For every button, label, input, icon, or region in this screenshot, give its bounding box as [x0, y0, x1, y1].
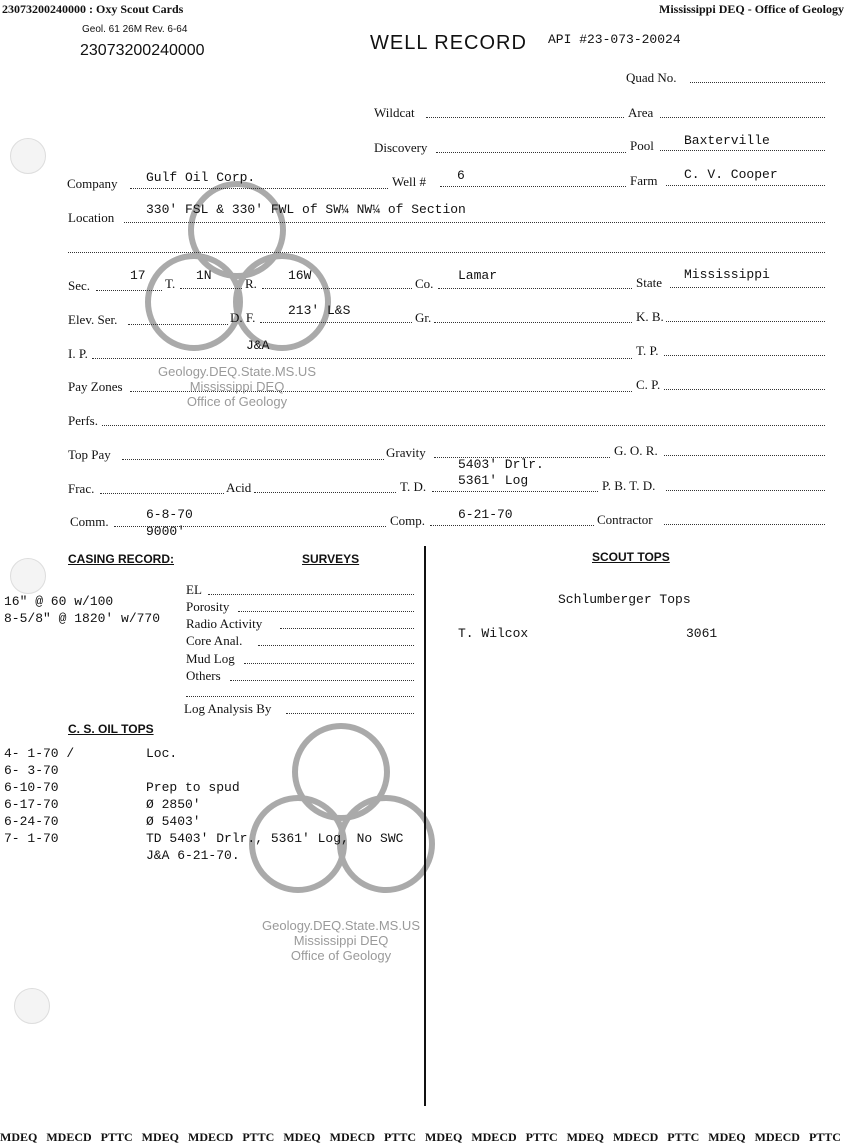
td-drlr-value: 5403' Drlr.	[458, 457, 544, 472]
t-label: T.	[165, 276, 176, 291]
form-id: Geol. 61 26M Rev. 6-64	[82, 24, 188, 35]
comp-value: 6-21-70	[458, 507, 513, 522]
frac-line	[100, 493, 224, 494]
scout-tops-subtitle: Schlumberger Tops	[558, 592, 691, 607]
watermark-line: Geology.DEQ.State.MS.US	[158, 364, 316, 379]
td-log-value: 5361' Log	[458, 473, 529, 488]
survey-item: Core Anal.	[186, 633, 243, 648]
oil-tops-date: 7- 1-70	[4, 831, 59, 846]
cp-label: C. P.	[636, 377, 661, 392]
company-value: Gulf Oil Corp.	[146, 170, 256, 185]
discovery-label: Discovery	[374, 140, 428, 155]
perfs-line	[102, 425, 825, 426]
survey-line	[244, 663, 414, 664]
scout-tops-title: SCOUT TOPS	[592, 550, 670, 564]
oil-tops-date: 6-10-70	[4, 780, 59, 795]
quad-no-label: Quad No.	[626, 70, 677, 85]
elev-ser-line	[128, 324, 228, 325]
kb-line	[666, 321, 825, 322]
pbtd-label: P. B. T. D.	[602, 478, 656, 493]
td-line	[432, 491, 598, 492]
watermark-line: Geology.DEQ.State.MS.US	[262, 918, 420, 933]
farm-label: Farm	[630, 173, 658, 188]
header-left: 23073200240000 : Oxy Scout Cards	[2, 2, 184, 16]
watermark-line: Mississippi DEQ	[293, 933, 389, 948]
co-value: Lamar	[458, 268, 498, 283]
punch-hole	[14, 988, 50, 1024]
gr-label: Gr.	[415, 310, 432, 325]
log-analysis-label: Log Analysis By	[184, 701, 272, 716]
oil-tops-note: Loc.	[146, 746, 178, 761]
oil-tops-note: TD 5403' Drlr., 5361' Log, No SWC	[146, 831, 404, 846]
scout-tops-formation: T. Wilcox	[458, 626, 529, 641]
company-line	[130, 188, 388, 189]
watermark-line: Office of Geology	[290, 948, 392, 963]
farm-value: C. V. Cooper	[684, 167, 778, 182]
ip-value: J&A	[246, 338, 270, 353]
log-analysis-line	[286, 713, 414, 714]
punch-hole	[10, 138, 46, 174]
acid-label: Acid	[226, 480, 252, 495]
scout-tops-depth: 3061	[686, 626, 718, 641]
td-label: T. D.	[400, 479, 427, 494]
comp-label: Comp.	[390, 513, 426, 528]
well-no-line	[440, 186, 626, 187]
perfs-label: Perfs.	[68, 413, 98, 428]
survey-line	[186, 696, 414, 697]
state-label: State	[636, 275, 662, 290]
header-right: Mississippi DEQ - Office of Geology	[659, 2, 844, 16]
survey-line	[230, 680, 414, 681]
pool-value: Baxterville	[684, 133, 770, 148]
pay-zones-label: Pay Zones	[68, 379, 123, 394]
watermark-text	[244, 918, 438, 963]
oil-tops-date: 6-24-70	[4, 814, 59, 829]
t-value: 1N	[196, 268, 212, 283]
footer-strip: MDEQ MDECD PTTC MDEQ MDECD PTTC MDEQ MDECD PTTC MDEQ MDECD PTTC MDEQ MDECD PTTC MDEQ MDECD PTTC	[0, 1130, 841, 1144]
location-label: Location	[68, 210, 115, 225]
comm-value: 6-8-70	[146, 507, 193, 522]
co-label: Co.	[415, 276, 434, 291]
top-pay-label: Top Pay	[68, 447, 111, 462]
area-line	[660, 117, 825, 118]
oil-tops-note: Ø 5403'	[146, 814, 201, 829]
area-label: Area	[628, 105, 654, 120]
watermark-line: Office of Geology	[186, 394, 288, 409]
tp-line	[664, 355, 825, 356]
oil-tops-note: Prep to spud	[146, 780, 240, 795]
survey-item: EL	[186, 582, 202, 597]
discovery-line	[436, 152, 626, 153]
kb-label: K. B.	[636, 309, 664, 324]
watermark-line: Mississippi DEQ	[189, 379, 285, 394]
casing-line: 16" @ 60 w/100	[4, 594, 114, 609]
survey-item: Radio Activity	[186, 616, 263, 631]
casing-line: 8-5/8" @ 1820' w/770	[4, 611, 161, 626]
watermark-logo-icon	[236, 722, 446, 922]
elev-ser-label: Elev. Ser.	[68, 312, 118, 327]
wildcat-line	[426, 117, 624, 118]
oil-tops-date: 6-17-70	[4, 797, 59, 812]
frac-label: Frac.	[68, 481, 95, 496]
section-divider	[424, 546, 426, 1106]
oil-tops-continuation: J&A 6-21-70.	[146, 848, 240, 863]
survey-item: Mud Log	[186, 651, 235, 666]
pool-line	[660, 150, 825, 151]
contractor-label: Contractor	[597, 512, 653, 527]
oil-tops-date: 4- 1-70 /	[4, 746, 75, 761]
page-title: WELL RECORD	[370, 32, 527, 54]
survey-line	[208, 594, 414, 595]
t-line	[180, 288, 242, 289]
well-no-label: Well #	[392, 174, 426, 189]
casing-record-title: CASING RECORD:	[68, 552, 175, 566]
oil-tops-note: Ø 2850'	[146, 797, 201, 812]
df-line	[260, 322, 412, 323]
state-line	[670, 287, 825, 288]
surveys-title: SURVEYS	[302, 552, 360, 566]
co-line	[438, 288, 632, 289]
sec-line	[96, 290, 162, 291]
pay-zones-line	[130, 391, 632, 392]
stamp-number: 23073200240000	[80, 42, 205, 59]
survey-item: Porosity	[186, 599, 230, 614]
farm-line	[666, 185, 825, 186]
r-label: R.	[245, 276, 257, 291]
wildcat-label: Wildcat	[374, 105, 415, 120]
survey-item: Others	[186, 668, 221, 683]
comp-line	[430, 525, 594, 526]
location-line	[124, 222, 825, 223]
pool-label: Pool	[630, 138, 654, 153]
contractor-line	[664, 524, 825, 525]
location-line-2	[68, 252, 825, 253]
ip-label: I. P.	[68, 346, 88, 361]
ip-line	[92, 358, 632, 359]
survey-line	[238, 611, 414, 612]
location-value: 330' FSL & 330' FWL of SW¼ NW¼ of Section	[146, 202, 466, 217]
oil-tops-date: 6- 3-70	[4, 763, 59, 778]
top-pay-line	[122, 459, 384, 460]
pbtd-line	[666, 490, 825, 491]
acid-line	[254, 492, 396, 493]
tp-label: T. P.	[636, 343, 659, 358]
gr-line	[434, 322, 632, 323]
r-line	[262, 288, 412, 289]
cs-oil-tops-title: C. S. OIL TOPS	[68, 722, 154, 736]
comm-label: Comm.	[70, 514, 109, 529]
survey-line	[258, 645, 414, 646]
watermark-text	[142, 364, 332, 409]
state-value: Mississippi	[684, 267, 770, 282]
watermark-logo	[236, 722, 446, 927]
df-value: 213' L&S	[288, 303, 351, 318]
df-label: D. F.	[230, 310, 256, 325]
cp-line	[664, 389, 825, 390]
survey-line	[280, 628, 414, 629]
gor-label: G. O. R.	[614, 443, 658, 458]
api-number: API #23-073-20024	[548, 32, 681, 47]
gravity-label: Gravity	[386, 445, 426, 460]
well-no-value: 6	[457, 168, 465, 183]
r-value: 16W	[288, 268, 312, 283]
sec-label: Sec.	[68, 278, 91, 293]
comm-depth-value: 9000'	[146, 524, 186, 539]
sec-value: 17	[130, 268, 146, 283]
quad-no-line	[690, 82, 825, 83]
company-label: Company	[67, 176, 118, 191]
gor-line	[664, 455, 825, 456]
punch-hole	[10, 558, 46, 594]
